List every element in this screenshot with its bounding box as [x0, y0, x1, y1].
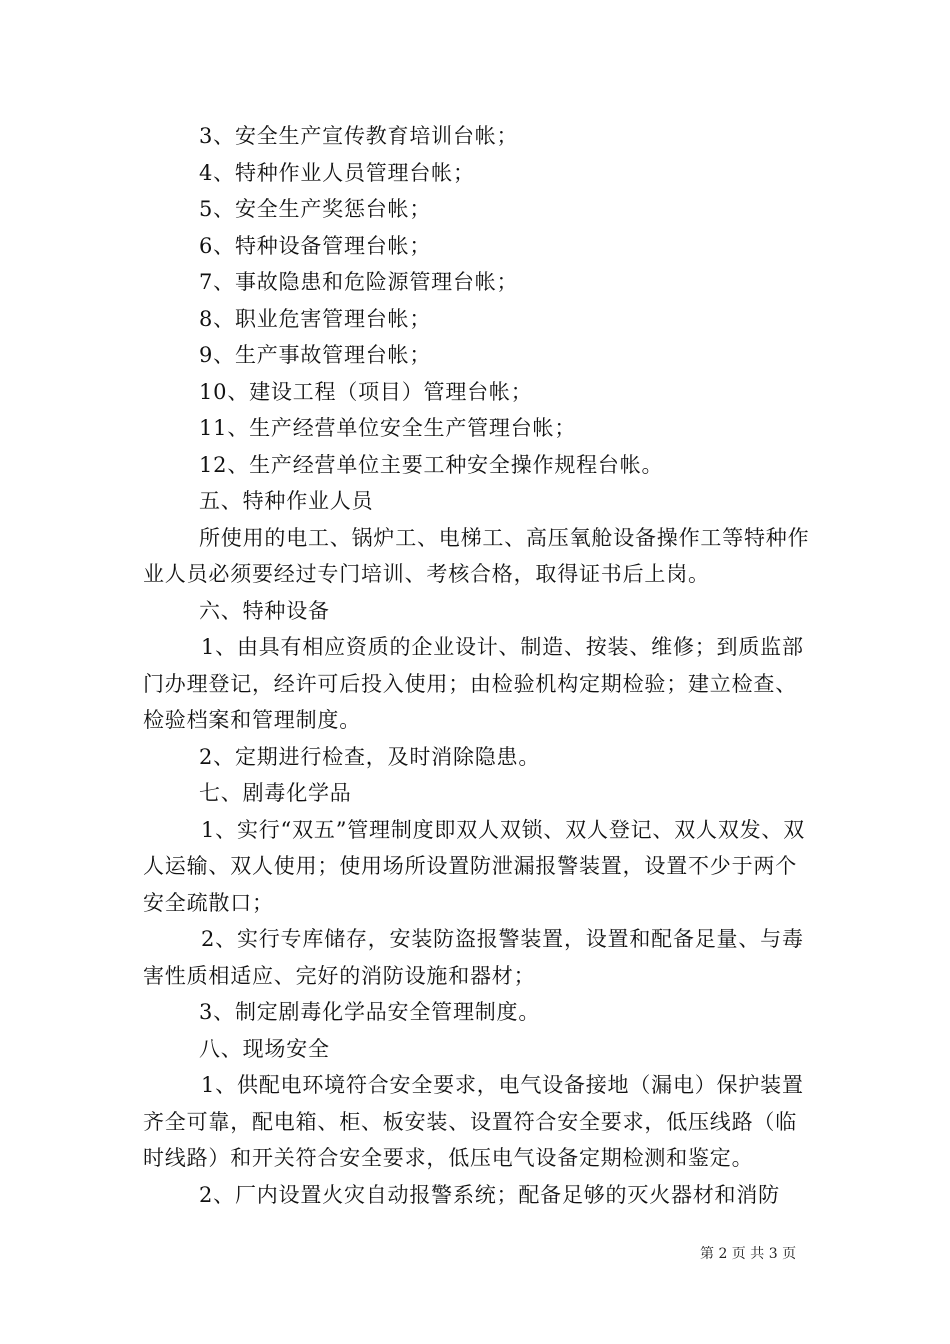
- paragraph-ledger-3: 3、安全生产宣传教育培训台帐；: [199, 124, 519, 148]
- paragraph-toxic-chemicals-3: 3、制定剧毒化学品安全管理制度。: [199, 1000, 541, 1024]
- paragraph-special-equipment-2: 2、定期进行检查，及时消除隐患。: [199, 744, 541, 769]
- section-heading-toxic-chemicals: 七、剧毒化学品: [199, 781, 352, 805]
- paragraph-ledger-11: 11、生产经营单位安全生产管理台帐；: [199, 416, 577, 440]
- document-body: [143, 118, 818, 1213]
- page-number-footer: 第 2 页 共 3 页: [700, 1246, 797, 1262]
- paragraph-ledger-10: 10、建设工程（项目）管理台帐；: [199, 379, 533, 404]
- paragraph-toxic-chemicals-1: 1、实行“双五”管理制度即双人双锁、双人登记、双人双发、双人运输、双人使用；使用场所设置防泄漏报警装置，设置不少于两个安全疏散口；: [143, 817, 806, 915]
- paragraph-toxic-chemicals-2: 2、实行专库储存，安装防盗报警装置，设置和配备足量、与毒害性质相适应、完好的消防设施和器材；: [143, 927, 804, 988]
- section-heading-site-safety: 八、现场安全: [199, 1036, 330, 1061]
- paragraph-ledger-8: 8、职业危害管理台帐；: [199, 306, 432, 331]
- paragraph-ledger-7: 7、事故隐患和危险源管理台帐；: [199, 270, 519, 294]
- paragraph-site-safety-1: 1、供配电环境符合安全要求，电气设备接地（漏电）保护装置齐全可靠，配电箱、柜、板安装、设置符合安全要求，低压线路（临时线路）和开关符合安全要求，低压电气设备定期检测和鉴定。: [143, 1073, 804, 1170]
- paragraph-ledger-4: 4、特种作业人员管理台帐；: [199, 160, 475, 185]
- section-heading-special-equipment: 六、特种设备: [199, 598, 330, 623]
- paragraph-site-safety-2: 2、厂内设置火灾自动报警系统；配备足够的灭火器材和消防: [199, 1182, 780, 1207]
- paragraph-ledger-6: 6、特种设备管理台帐；: [199, 233, 432, 258]
- paragraph-ledger-5: 5、安全生产奖惩台帐；: [199, 197, 432, 221]
- paragraph-special-equipment-1: 1、由具有相应资质的企业设计、制造、按装、维修；到质监部门办理登记，经许可后投入使用；由检验机构定期检验；建立检查、检验档案和管理制度。: [143, 635, 804, 732]
- paragraph-ledger-12: 12、生产经营单位主要工种安全操作规程台帐。: [199, 452, 664, 477]
- section-heading-special-workers: 五、特种作业人员: [199, 489, 374, 513]
- paragraph-special-workers: 所使用的电工、锅炉工、电梯工、高压氧舱设备操作工等特种作业人员必须要经过专门培训、考核合格，取得证书后上岗。: [143, 525, 810, 586]
- paragraph-ledger-9: 9、生产事故管理台帐；: [199, 343, 432, 367]
